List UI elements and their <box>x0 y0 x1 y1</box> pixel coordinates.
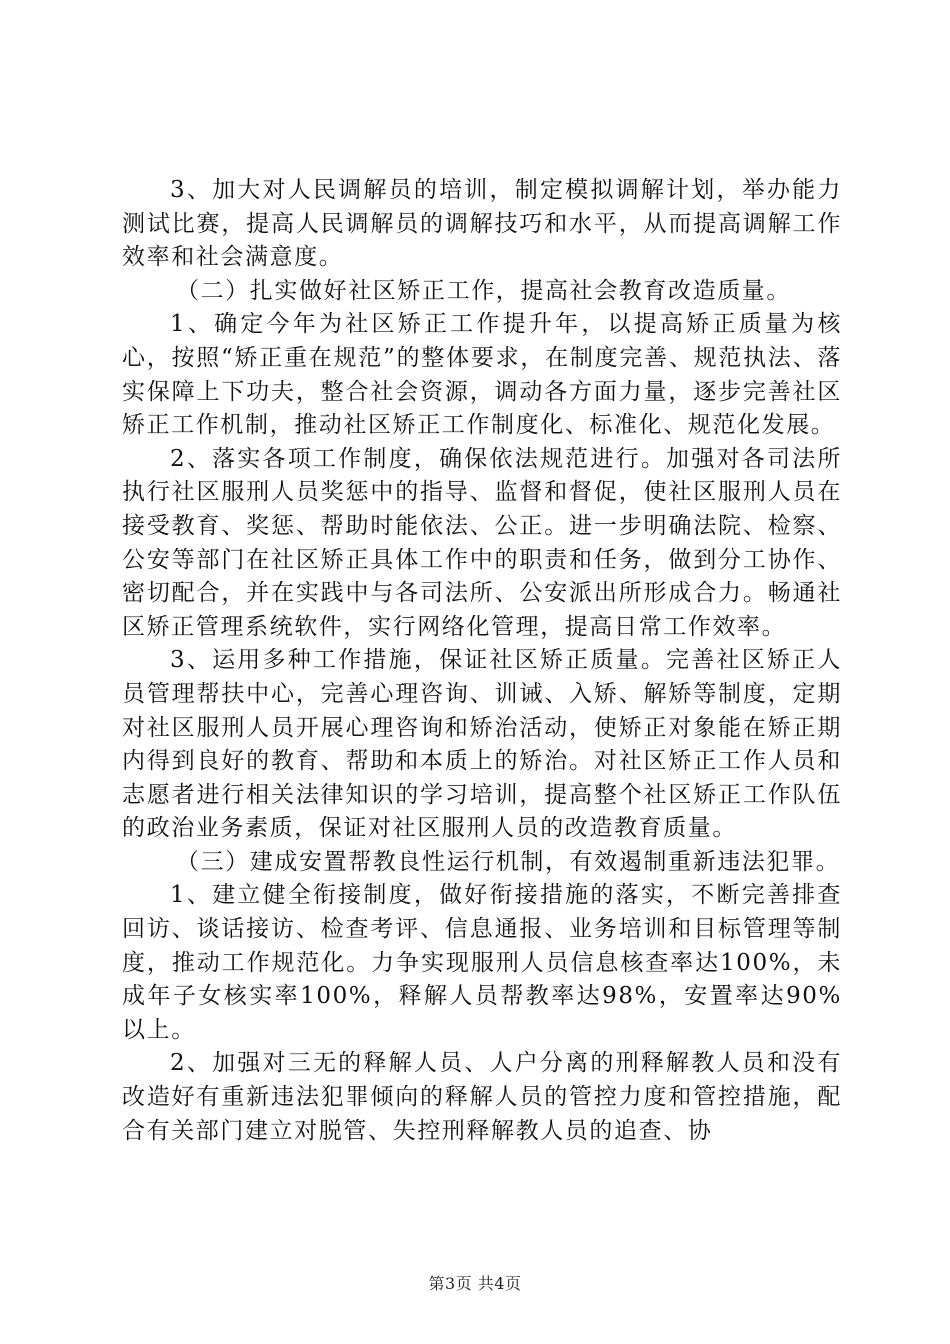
paragraph-item-2-work-systems: 2、落实各项工作制度，确保依法规范进行。加强对各司法所执行社区服刑人员奖惩中的指导、监督和督促，使社区服刑人员在接受教育、奖惩、帮助时能依法、公正。进一步明确法院、检察、公安等部门在社区矫正具体工作中的职责和任务，做到分工协作、密切配合，并在实践中与各司法所、公安派出所形成合力。畅通社区矫正管理系统软件，实行网络化管理，提高日常工作效率。 <box>122 445 842 640</box>
paragraph-item-3-correction-quality: 3、运用多种工作措施，保证社区矫正质量。完善社区矫正人员管理帮扶中心，完善心理咨询、训诫、入矫、解矫等制度，定期对社区服刑人员开展心理咨询和矫治活动，使矫正对象能在矫正期内得到良好的教育、帮助和本质上的矫治。对社区矫正工作人员和志愿者进行相关法律知识的学习培训，提高整个社区矫正工作队伍的政治业务素质，保证对社区服刑人员的改造教育质量。 <box>122 647 842 842</box>
section-heading-3: （三）建成安置帮教良性运行机制，有效遏制重新违法犯罪。 <box>176 848 841 875</box>
document-body <box>122 174 842 1148</box>
paragraph-item-1-connection-system: 1、建立健全衔接制度，做好衔接措施的落实，不断完善排查回访、谈话接访、检查考评、信息通报、业务培训和目标管理等制度，推动工作规范化。力争实现服刑人员信息核查率达100%，未成年子女核实率100%，释解人员帮教率达98%，安置率达90%以上。 <box>122 882 842 1043</box>
page-footer: 第3页 共4页 <box>428 1274 522 1293</box>
paragraph-item-3-mediator-training: 3、加大对人民调解员的培训，制定模拟调解计划，举办能力测试比赛，提高人民调解员的调解技巧和水平，从而提高调解工作效率和社会满意度。 <box>122 177 842 271</box>
paragraph-item-2-control-measures: 2、加强对三无的释解人员、人户分离的刑释解教人员和没有改造好有重新违法犯罪倾向的释解人员的管控力度和管控措施，配合有关部门建立对脱管、失控刑释解教人员的追查、协 <box>122 1050 842 1144</box>
section-heading-2: （二）扎实做好社区矫正工作，提高社会教育改造质量。 <box>176 277 791 304</box>
paragraph-item-1-correction-year: 1、确定今年为社区矫正工作提升年，以提高矫正质量为核心，按照“矫正重在规范”的整体要求，在制度完善、规范执法、落实保障上下功夫，整合社会资源，调动各方面力量，逐步完善社区矫正工作机制，推动社区矫正工作制度化、标准化、规范化发展。 <box>122 311 842 439</box>
